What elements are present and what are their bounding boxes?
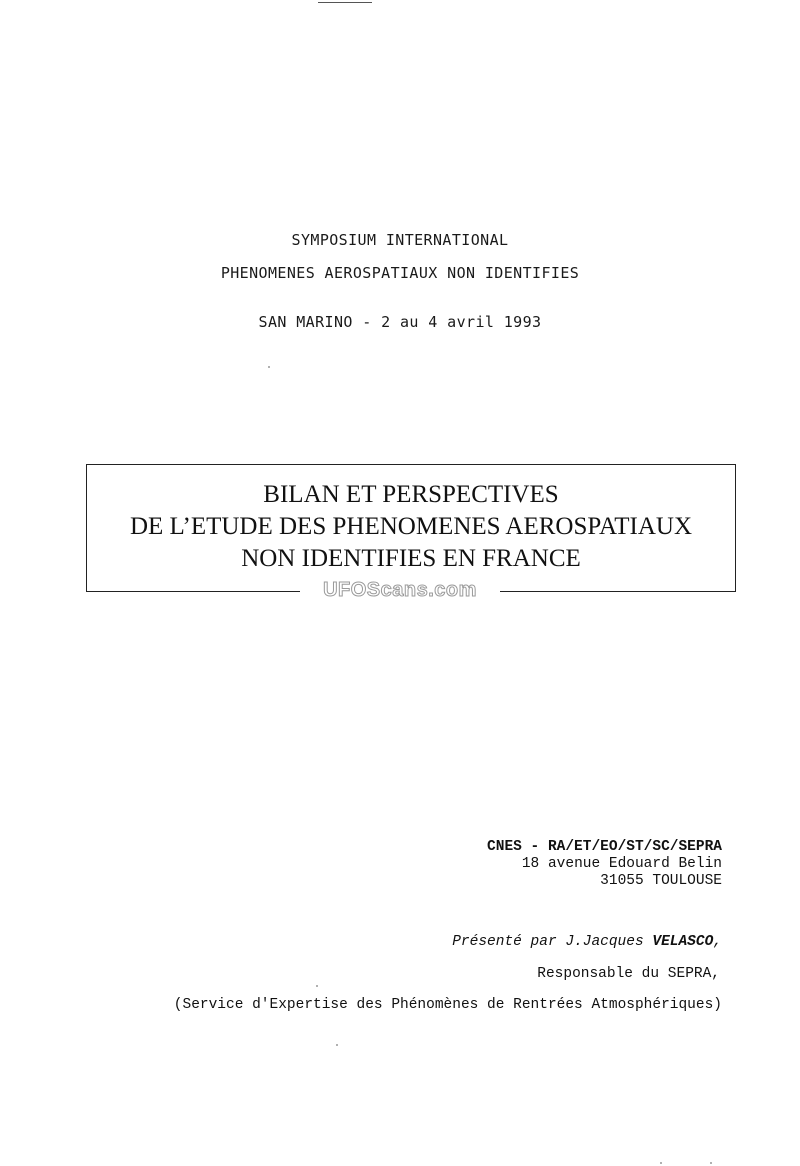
- presenter-suffix: ,: [713, 934, 722, 950]
- title-line-2: DE L’ETUDE DES PHENOMENES AEROSPATIAUX: [129, 513, 693, 540]
- address-organization: CNES - RA/ET/EO/ST/SC/SEPRA: [487, 839, 722, 855]
- presenter-name: VELASCO: [652, 934, 714, 950]
- service-description: (Service d'Expertise des Phénomènes de Rentrées Atmosphériques): [173, 997, 722, 1013]
- address-street: 18 avenue Edouard Belin: [521, 856, 722, 872]
- scan-speck: [336, 1044, 338, 1046]
- symposium-location-date: SAN MARINO - 2 au 4 avril 1993: [258, 313, 542, 331]
- symposium-subtitle: PHENOMENES AEROSPATIAUX NON IDENTIFIES: [220, 264, 580, 282]
- scan-speck: [660, 1162, 662, 1164]
- top-rule: [318, 2, 372, 3]
- scan-speck: [268, 366, 270, 368]
- watermark: UFOScans.com: [300, 578, 500, 602]
- symposium-title: SYMPOSIUM INTERNATIONAL: [291, 231, 509, 249]
- title-line-3: NON IDENTIFIES EN FRANCE: [241, 545, 581, 572]
- presenter-line: [452, 934, 722, 950]
- scan-speck: [316, 985, 318, 987]
- scan-speck: [710, 1162, 712, 1164]
- presenter-role: Responsable du SEPRA,: [537, 966, 720, 982]
- title-box: [86, 464, 736, 592]
- title-line-1: BILAN ET PERSPECTIVES: [263, 481, 559, 508]
- address-city: 31055 TOULOUSE: [600, 873, 722, 889]
- presenter-prefix: Présenté par J.Jacques: [452, 934, 653, 950]
